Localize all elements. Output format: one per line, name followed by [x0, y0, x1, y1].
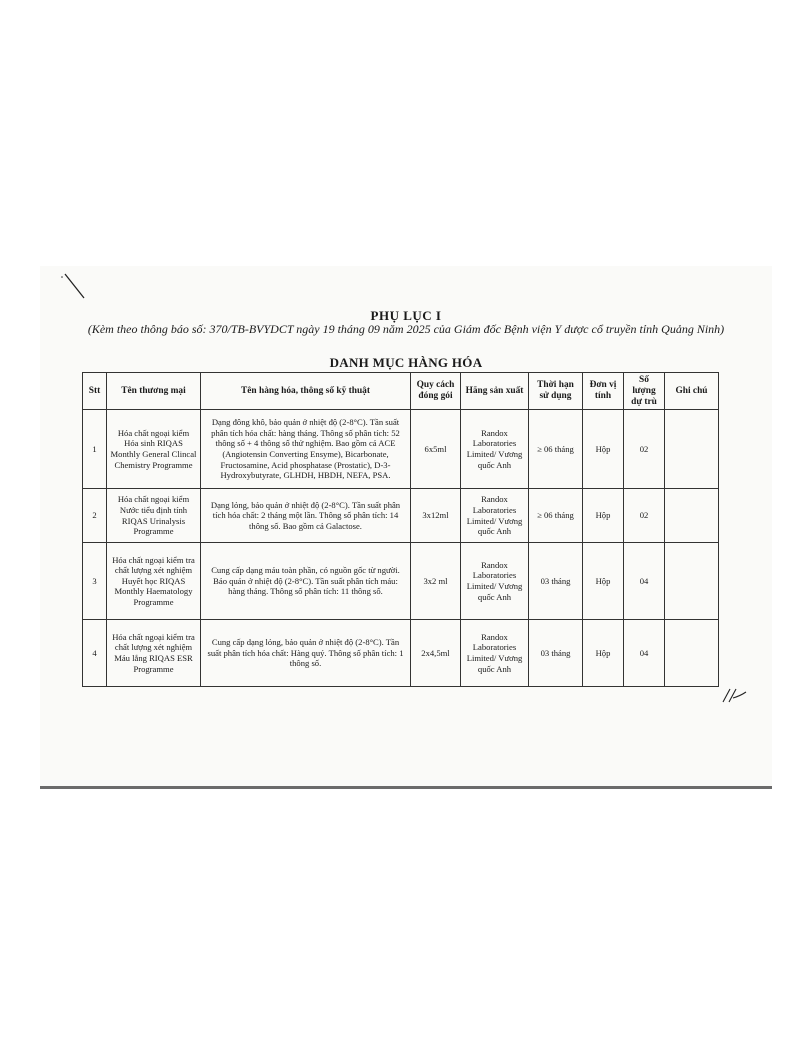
cell-spec: Cung cấp dạng lỏng, bảo quản ở nhiệt độ (2-8°C). Tần suất phân tích hóa chất: Hàng quý. Thông số phân tích: 1 thông số.	[201, 620, 411, 687]
cell-stt: 1	[83, 410, 107, 489]
cell-note	[665, 489, 719, 543]
cell-trade-name: Hóa chất ngoại kiểm Hóa sinh RIQAS Monthly General Clincal Chemistry Programme	[107, 410, 201, 489]
cell-note	[665, 543, 719, 620]
initials-signature	[720, 684, 750, 706]
cell-unit: Hộp	[583, 410, 624, 489]
cell-maker: Randox Laboratories Limited/ Vương quốc Anh	[461, 543, 529, 620]
table-header-row	[83, 373, 719, 410]
cell-maker: Randox Laboratories Limited/ Vương quốc Anh	[461, 489, 529, 543]
cell-trade-name: Hóa chất ngoại kiểm Nước tiểu định tính RIQAS Urinalysis Programme	[107, 489, 201, 543]
col-header-spec: Tên hàng hóa, thông số kỹ thuật	[201, 373, 411, 410]
col-header-stt: Stt	[83, 373, 107, 410]
col-header-note: Ghi chú	[665, 373, 719, 410]
table-row	[83, 543, 719, 620]
table-row	[83, 620, 719, 687]
cell-packing: 2x4,5ml	[411, 620, 461, 687]
col-header-unit: Đơn vị tính	[583, 373, 624, 410]
cell-shelf-life: ≥ 06 tháng	[529, 489, 583, 543]
cell-stt: 2	[83, 489, 107, 543]
cell-maker: Randox Laboratories Limited/ Vương quốc Anh	[461, 620, 529, 687]
col-header-packing: Quy cách đóng gói	[411, 373, 461, 410]
col-header-trade-name: Tên thương mại	[107, 373, 201, 410]
cell-stt: 3	[83, 543, 107, 620]
cell-stt: 4	[83, 620, 107, 687]
col-header-qty: Số lượng dự trù	[624, 373, 665, 410]
col-header-shelf-life: Thời hạn sử dụng	[529, 373, 583, 410]
cell-qty: 02	[624, 489, 665, 543]
cell-spec: Cung cấp dạng máu toàn phần, có nguồn gốc từ người. Bảo quản ở nhiệt độ (2-8°C). Tần suất phân tích máu: hàng tháng. Thông số phân tích: 11 thông số.	[201, 543, 411, 620]
cell-maker: Randox Laboratories Limited/ Vương quốc Anh	[461, 410, 529, 489]
cell-spec: Dạng đông khô, bảo quản ở nhiệt độ (2-8°C). Tần suất phân tích hóa chất: hàng tháng. Thông số phân tích: 52 thông số + 4 thông số thử nghiệm. Bao gồm cả ACE (Angiotensin Converting Ensyme), Bicarbonate, Fructosamine, Acid phosphatase (Prostatic), D-3-Hydroxybutyrate, GLHDH, HBDH, NEFA, PSA.	[201, 410, 411, 489]
table-row	[83, 489, 719, 543]
cell-qty: 02	[624, 410, 665, 489]
cell-note	[665, 410, 719, 489]
cell-unit: Hộp	[583, 489, 624, 543]
cell-packing: 6x5ml	[411, 410, 461, 489]
goods-table	[82, 372, 719, 687]
cell-shelf-life: 03 tháng	[529, 543, 583, 620]
cell-qty: 04	[624, 543, 665, 620]
cell-packing: 3x2 ml	[411, 543, 461, 620]
cell-spec: Dạng lỏng, bảo quản ở nhiệt độ (2-8°C). Tần suất phân tích hóa chất: 2 tháng một lần. Thông số phân tích: 14 thông số. Bao gồm cả Galactose.	[201, 489, 411, 543]
cell-note	[665, 620, 719, 687]
goods-list-title: DANH MỤC HÀNG HÓA	[329, 355, 483, 370]
cell-packing: 3x12ml	[411, 489, 461, 543]
scan-bottom-edge	[40, 786, 772, 789]
cell-shelf-life: 03 tháng	[529, 620, 583, 687]
pen-stroke-mark	[60, 268, 90, 304]
col-header-maker: Hãng sản xuất	[461, 373, 529, 410]
cell-shelf-life: ≥ 06 tháng	[529, 410, 583, 489]
cell-unit: Hộp	[583, 543, 624, 620]
cell-trade-name: Hóa chất ngoại kiểm tra chất lượng xét nghiệm Máu lắng RIQAS ESR Programme	[107, 620, 201, 687]
cell-trade-name: Hóa chất ngoại kiểm tra chất lượng xét nghiệm Huyết học RIQAS Monthly Haematology Programme	[107, 543, 201, 620]
table-row	[83, 410, 719, 489]
cell-unit: Hộp	[583, 620, 624, 687]
cell-qty: 04	[624, 620, 665, 687]
appendix-subtitle: (Kèm theo thông báo số: 370/TB-BVYDCT ngày 19 tháng 09 năm 2025 của Giám đốc Bệnh viện Y dược cổ truyền tỉnh Quảng Ninh)	[87, 322, 725, 336]
appendix-title: PHỤ LỤC I	[370, 308, 442, 323]
